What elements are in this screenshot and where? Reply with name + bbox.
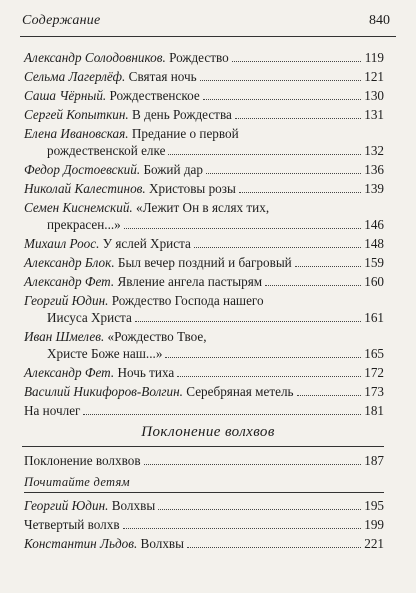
toc-entry xyxy=(24,497,384,514)
dot-leader xyxy=(135,321,361,322)
section-rule xyxy=(22,446,384,447)
toc-author: Александр Блок. xyxy=(24,255,115,270)
toc-author: Константин Льдов. xyxy=(24,536,138,551)
toc-entry xyxy=(24,535,384,552)
toc-entry xyxy=(24,125,384,159)
toc-entry xyxy=(24,383,384,400)
dot-leader xyxy=(194,247,361,248)
dot-leader xyxy=(235,118,361,119)
toc-page: 187 xyxy=(364,453,384,468)
toc-title: Волхвы xyxy=(111,498,156,513)
toc-entry xyxy=(24,180,384,197)
toc-title-continuation: прекрасен...» xyxy=(47,217,121,232)
toc-entry xyxy=(24,68,384,85)
toc-page: 148 xyxy=(364,236,384,251)
toc-author: Сельма Лагерлёф. xyxy=(24,69,126,84)
toc-entry xyxy=(24,273,384,290)
dot-leader xyxy=(177,376,361,377)
toc-page: 195 xyxy=(364,498,384,513)
toc-page: 132 xyxy=(364,143,384,158)
toc-page: 139 xyxy=(364,181,384,196)
toc-page: 172 xyxy=(364,365,384,380)
toc-author: Саша Чёрный. xyxy=(24,88,107,103)
subsection xyxy=(24,475,384,554)
toc-entry xyxy=(24,364,384,381)
dot-leader xyxy=(168,154,361,155)
header-rule xyxy=(20,36,396,37)
toc-title: «Рождество Твое, xyxy=(107,329,207,344)
toc-author: Георгий Юдин. xyxy=(24,498,109,513)
dot-leader xyxy=(187,547,361,548)
toc-page: 165 xyxy=(364,346,384,361)
toc-page: 146 xyxy=(364,217,384,232)
toc-entry xyxy=(24,87,384,104)
dot-leader xyxy=(295,266,361,267)
toc-page: 131 xyxy=(364,107,384,122)
toc-entry xyxy=(24,199,384,233)
toc-page: 136 xyxy=(364,162,384,177)
toc-title: В день Рождества xyxy=(132,107,232,122)
section-entries xyxy=(24,452,384,471)
toc-author: Сергей Копыткин. xyxy=(24,107,129,122)
toc-author: Александр Солодовников. xyxy=(24,50,166,65)
toc-entry xyxy=(24,328,384,362)
toc-title: У яслей Христа xyxy=(102,236,191,251)
toc-title-continuation: Христе Боже наш...» xyxy=(47,346,163,361)
toc-author: Михаил Роос. xyxy=(24,236,100,251)
subsection-rule xyxy=(24,492,384,493)
dot-leader xyxy=(124,228,361,229)
toc-page: 119 xyxy=(364,50,384,65)
dot-leader xyxy=(232,61,361,62)
toc-title: Святая ночь xyxy=(128,69,197,84)
toc-entry xyxy=(24,106,384,123)
toc-title: Предание о первой xyxy=(131,126,239,141)
toc-page: 121 xyxy=(364,69,384,84)
toc-entry xyxy=(24,49,384,66)
toc-author: Иван Шмелев. xyxy=(24,329,105,344)
dot-leader xyxy=(165,357,361,358)
table-of-contents xyxy=(24,49,384,421)
toc-entry xyxy=(24,235,384,252)
toc-author: Александр Фет. xyxy=(24,365,115,380)
toc-entry xyxy=(24,452,384,469)
toc-title: Рождество xyxy=(169,50,229,65)
toc-title-continuation: рождественской елке xyxy=(47,143,166,158)
toc-title: Был вечер поздний и багровый xyxy=(117,255,292,270)
toc-entry xyxy=(24,516,384,533)
toc-title: Поклонение волхвов xyxy=(24,453,141,468)
toc-title: Рождество Господа нашего xyxy=(111,293,264,308)
toc-title: «Лежит Он в яслях тих, xyxy=(136,200,270,215)
running-head-title: Содержание xyxy=(22,13,101,28)
dot-leader xyxy=(297,395,361,396)
dot-leader xyxy=(206,173,361,174)
page-header xyxy=(20,10,396,32)
toc-entry xyxy=(24,402,384,419)
toc-page: 159 xyxy=(364,255,384,270)
toc-author: Георгий Юдин. xyxy=(24,293,109,308)
toc-title: На ночлег xyxy=(24,403,81,418)
toc-title: Серебряная метель xyxy=(186,384,294,399)
toc-title: Ночь тиха xyxy=(117,365,175,380)
toc-author: Семен Киснемский. xyxy=(24,200,133,215)
toc-author: Федор Достоевский. xyxy=(24,162,141,177)
toc-title: Четвертый волхв xyxy=(24,517,120,532)
dot-leader xyxy=(203,99,361,100)
dot-leader xyxy=(123,528,361,529)
toc-page: 221 xyxy=(364,536,384,551)
page-number: 840 xyxy=(369,13,390,28)
toc-author: Николай Калестинов. xyxy=(24,181,146,196)
toc-page: 160 xyxy=(364,274,384,289)
toc-title: Явление ангела пастырям xyxy=(117,274,263,289)
dot-leader xyxy=(158,509,361,510)
toc-title: Божий дар xyxy=(143,162,203,177)
section-heading: Поклонение волхвов xyxy=(141,424,275,440)
toc-page: 181 xyxy=(364,403,384,418)
dot-leader xyxy=(239,192,361,193)
dot-leader xyxy=(144,464,361,465)
subsection-heading: Почитайте детям xyxy=(24,475,130,489)
toc-entry xyxy=(24,292,384,326)
toc-title: Христовы розы xyxy=(148,181,236,196)
toc-page: 199 xyxy=(364,517,384,532)
toc-entry xyxy=(24,161,384,178)
toc-title: Рождественское xyxy=(109,88,200,103)
dot-leader xyxy=(200,80,361,81)
toc-page: 130 xyxy=(364,88,384,103)
toc-author: Елена Ивановская. xyxy=(24,126,129,141)
dot-leader xyxy=(83,414,361,415)
toc-page: 173 xyxy=(364,384,384,399)
toc-title-continuation: Иисуса Христа xyxy=(47,310,132,325)
dot-leader xyxy=(265,285,361,286)
toc-entry xyxy=(24,254,384,271)
toc-page: 161 xyxy=(364,310,384,325)
toc-author: Александр Фет. xyxy=(24,274,115,289)
toc-author: Василий Никифоров-Волгин. xyxy=(24,384,183,399)
toc-title: Волхвы xyxy=(140,536,185,551)
